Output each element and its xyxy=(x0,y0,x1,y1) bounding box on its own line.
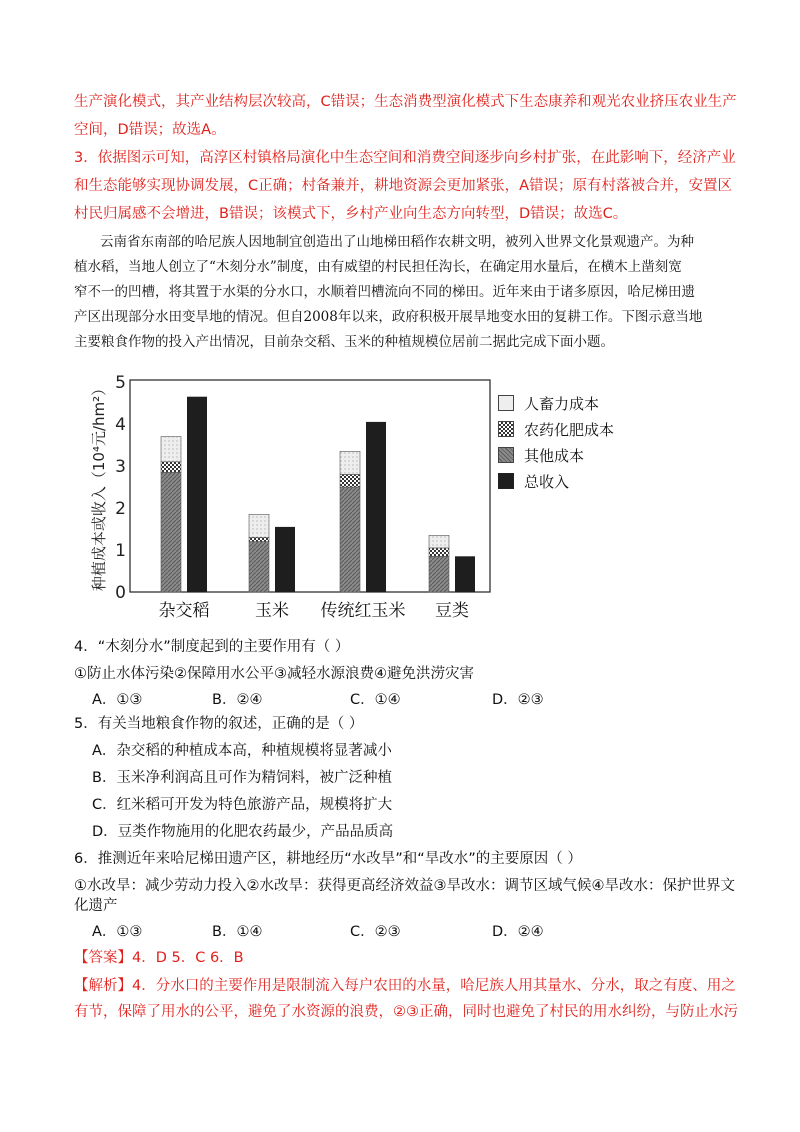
bar-other-cost xyxy=(429,556,449,592)
x-tick-label: 玉米 xyxy=(255,601,289,621)
passage-line: 窄不一的凹槽，将其置于水渠的分水口，水顺着凹槽流向不同的梯田。近年来由于诸多原因，哈尼梯田遗 xyxy=(74,284,695,300)
passage-line: 云南省东南部的哈尼族人因地制宜创造出了山地梯田稻作农耕文明，被列入世界文化景观遗产。为种 xyxy=(100,234,694,250)
q6-option-d: D．②④ xyxy=(492,924,544,940)
legend-item xyxy=(498,390,614,416)
explanation-line: 3．依据图示可知，高淳区村镇格局演化中生态空间和消费空间逐步向乡村扩张，在此影响下，经济产业 xyxy=(74,150,736,166)
bar-other-cost xyxy=(249,542,269,592)
legend-label: 总收入 xyxy=(524,472,570,491)
analysis-line-2: 有节，保障了用水的公平，避免了水资源的浪费，②③正确，同时也避免了村民的用水纠纷，与防止水污 xyxy=(74,1004,738,1020)
bar-labor-cost xyxy=(429,535,449,548)
explanation-line: 空间，D错误；故选A。 xyxy=(74,122,226,138)
passage-line: 主要粮食作物的投入产出情况，目前杂交稻、玉米的种植规模位居前二据此完成下面小题。 xyxy=(74,334,614,350)
bar-chem-cost xyxy=(161,462,181,473)
legend-item xyxy=(498,468,614,494)
bar-total-income xyxy=(187,397,207,592)
bar-chem-cost xyxy=(249,537,269,541)
q6-stem: 6．推测近年来哈尼梯田遗产区，耕地经历“水改旱”和“旱改水”的主要原因（ ） xyxy=(74,851,582,867)
q6-option-b: B．①④ xyxy=(212,924,263,940)
legend-swatch-other xyxy=(498,447,514,463)
q4-option-d: D．②③ xyxy=(492,692,544,708)
bar-chart xyxy=(84,360,504,622)
q6-items-cont: 化遗产 xyxy=(74,898,118,914)
explanation-line: 生产演化模式，其产业结构层次较高，C错误；生态消费型演化模式下生态康养和观光农业挤压农业生产 xyxy=(74,94,737,110)
q5-option-d: D．豆类作物施用的化肥农药最少，产品品质高 xyxy=(92,824,394,840)
legend-label: 人畜力成本 xyxy=(524,394,600,413)
bar-total-income xyxy=(275,527,295,592)
legend-item xyxy=(498,442,614,468)
q4-items: ①防止水体污染②保障用水公平③减轻水源浪费④避免洪涝灾害 xyxy=(74,666,474,682)
y-tick-label: 5 xyxy=(115,373,126,393)
q4-option-a: A．①③ xyxy=(92,692,143,708)
bar-chem-cost xyxy=(340,474,360,487)
analysis-tag: 【解析】 xyxy=(74,978,132,994)
bar-labor-cost xyxy=(161,437,181,462)
legend-swatch-income xyxy=(498,473,514,489)
x-tick-label: 杂交稻 xyxy=(158,601,210,621)
bar-labor-cost xyxy=(249,514,269,537)
bar-other-cost xyxy=(340,487,360,592)
q6-items: ①水改旱：减少劳动力投入②水改旱：获得更高经济效益③旱改水：调节区域气候④旱改水：保护世界文 xyxy=(74,878,735,894)
bar-chem-cost xyxy=(429,548,449,556)
legend-label: 其他成本 xyxy=(524,446,585,465)
y-tick-label: 2 xyxy=(115,499,126,519)
legend-swatch-labor xyxy=(498,395,514,411)
explanation-line: 村民归属感不会增进，B错误；该模式下，乡村产业向生态方向转型，D错误；故选C。 xyxy=(74,206,628,222)
passage-line: 产区出现部分水田变旱地的情况。但自2008年以来，政府积极开展旱地变水田的复耕工作。下图示意当地 xyxy=(74,309,703,325)
q5-option-a: A．杂交稻的种植成本高，种植规模将显著减小 xyxy=(92,743,392,759)
x-tick-label: 豆类 xyxy=(435,601,469,621)
passage-line: 植水稻，当地人创立了“木刻分水”制度，由有威望的村民担任沟长，在确定用水量后，在横木上凿刻宽 xyxy=(74,259,682,275)
y-tick-label: 3 xyxy=(115,457,126,477)
q4-stem: 4．“木刻分水”制度起到的主要作用有（ ） xyxy=(74,639,350,655)
q5-option-b: B．玉米净利润高且可作为精饲料，被广泛种植 xyxy=(92,770,392,786)
explanation-line: 和生态能够实现协调发展，C正确；村备兼并，耕地资源会更加紧张，A错误；原有村落被合并，安置区 xyxy=(74,178,733,194)
legend-label: 农药化肥成本 xyxy=(524,420,615,439)
q5-stem: 5．有关当地粮食作物的叙述，正确的是（ ） xyxy=(74,716,364,732)
bar-labor-cost xyxy=(340,451,360,474)
y-axis-label: 种植成本或收入（10⁴元/hm²） xyxy=(90,380,108,592)
y-tick-label: 0 xyxy=(115,583,126,603)
bar-total-income xyxy=(366,422,386,592)
q6-option-c: C．②③ xyxy=(350,924,401,940)
q4-option-b: B．②④ xyxy=(212,692,263,708)
bar-other-cost xyxy=(161,472,181,592)
y-tick-label: 1 xyxy=(115,541,126,561)
answer-text: 4．D 5．C 6．B xyxy=(132,950,244,966)
chart-legend xyxy=(498,390,614,494)
analysis-line xyxy=(74,976,736,996)
q5-option-c: C．红米稻可开发为特色旅游产品，规模将扩大 xyxy=(92,797,393,813)
legend-swatch-chem xyxy=(498,421,514,437)
answer-tag: 【答案】 xyxy=(74,950,132,966)
q4-option-c: C．①④ xyxy=(350,692,401,708)
q6-option-a: A．①③ xyxy=(92,924,143,940)
x-tick-label: 传统红玉米 xyxy=(320,601,406,621)
analysis-text: 4．分水口的主要作用是限制流入每户农田的水量，哈尼族人用其量水、分水，取之有度、用之 xyxy=(132,978,736,994)
bar-total-income xyxy=(455,556,475,592)
legend-item xyxy=(498,416,614,442)
answer-line xyxy=(74,948,244,968)
y-tick-label: 4 xyxy=(115,415,126,435)
